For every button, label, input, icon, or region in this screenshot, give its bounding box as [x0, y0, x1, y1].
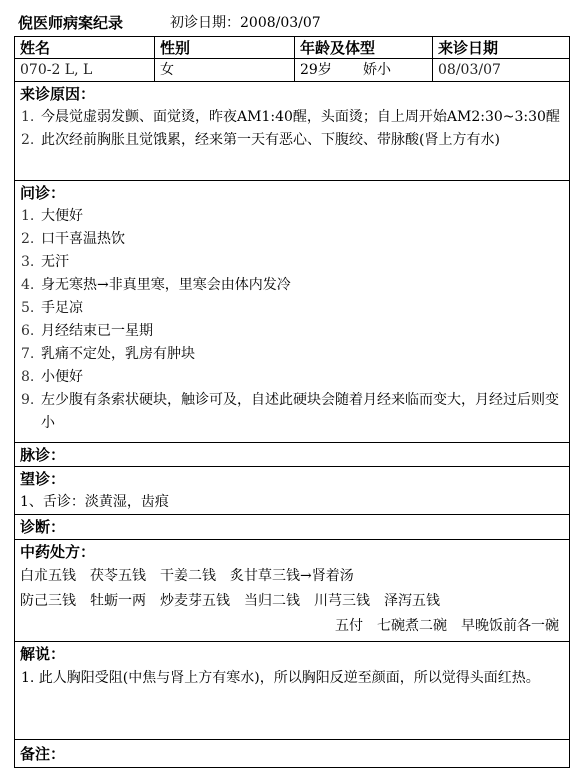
explanation-title: 解说：: [20, 645, 66, 663]
reason-title: 来诊原因：: [20, 85, 96, 103]
pulse-section: [15, 443, 569, 467]
list-item: 1. 大便好: [21, 208, 83, 224]
info-value-row: [15, 59, 569, 82]
col-sex-header: 性别: [155, 37, 295, 58]
list-item: 9. 左少腹有条索状硬块，触诊可及，自述此硬块会随着月经来临而变大，月经过后则变小: [21, 392, 559, 431]
inquiry-title: 问诊：: [20, 184, 66, 202]
first-visit-date: 初诊日期：2008/03/07: [170, 15, 321, 31]
reason-list: [21, 106, 563, 152]
info-header-row: [15, 37, 569, 59]
prescription-dosage: 五付 七碗煮二碗 早晚饭前各一碗: [335, 618, 559, 634]
record-header: [18, 12, 321, 33]
visit-date: 08/03/07: [438, 62, 501, 78]
inquiry-list: [21, 205, 563, 435]
patient-build: 娇小: [363, 62, 391, 78]
patient-id: 070-2 L, L: [15, 59, 155, 81]
inspection-section: [15, 467, 569, 515]
pulse-title: 脉诊：: [20, 446, 66, 464]
inquiry-section: [15, 181, 569, 443]
prescription-line-2: 防己三钱 牡蛎一两 炒麦芽五钱 当归二钱 川芎三钱 泽泻五钱: [20, 593, 440, 609]
list-item: 3. 无汗: [21, 254, 69, 270]
list-item: 5. 手足凉: [21, 300, 83, 316]
tongue-diagnosis: 1、舌诊：淡黄湿，齿痕: [20, 494, 169, 510]
list-item: 7. 乳痛不定处，乳房有肿块: [21, 346, 195, 362]
diagnosis-section: [15, 515, 569, 540]
diagnosis-title: 诊断：: [20, 518, 66, 536]
patient-age-build: [295, 59, 433, 81]
patient-age: 29岁: [300, 62, 332, 78]
reason-section: [15, 82, 569, 181]
list-item: 6. 月经结束已一星期: [21, 323, 153, 339]
prescription-title: 中药处方：: [20, 543, 96, 561]
list-item: 2. 此次经前胸胀且觉饿累，经来第一天有恶心、下腹绞、带脉酸(肾上方有水): [21, 132, 500, 148]
record-table: [14, 36, 570, 768]
record-title: 倪医师病案纪录: [18, 14, 124, 32]
patient-sex: 女: [155, 59, 295, 81]
list-item: 4. 身无寒热→非真里寒，里寒会由体内发冷: [21, 277, 291, 293]
list-item: 2. 口干喜温热饮: [21, 231, 125, 247]
explanation-section: [15, 642, 569, 740]
list-item: 1. 今晨觉虚弱发颤、面觉烫，昨夜AM1:40醒，头面烫；自上周开始AM2:30~3:30醒: [21, 109, 560, 125]
inspection-title: 望诊：: [20, 470, 66, 488]
prescription-line-1: 白朮五钱 茯苓五钱 干姜二钱 炙甘草三钱→肾着汤: [20, 568, 354, 584]
prescription-section: [15, 540, 569, 642]
notes-section: [15, 740, 569, 767]
list-item: 8. 小便好: [21, 369, 83, 385]
notes-title: 备注：: [20, 745, 66, 763]
col-age-header: 年龄及体型: [295, 37, 433, 58]
col-date-header: 来诊日期: [438, 39, 499, 57]
explanation-text: 1. 此人胸阳受阻(中焦与肾上方有寒水)，所以胸阳反逆至颜面，所以觉得头面红热。: [21, 670, 540, 686]
col-name-header: 姓名: [15, 37, 155, 58]
